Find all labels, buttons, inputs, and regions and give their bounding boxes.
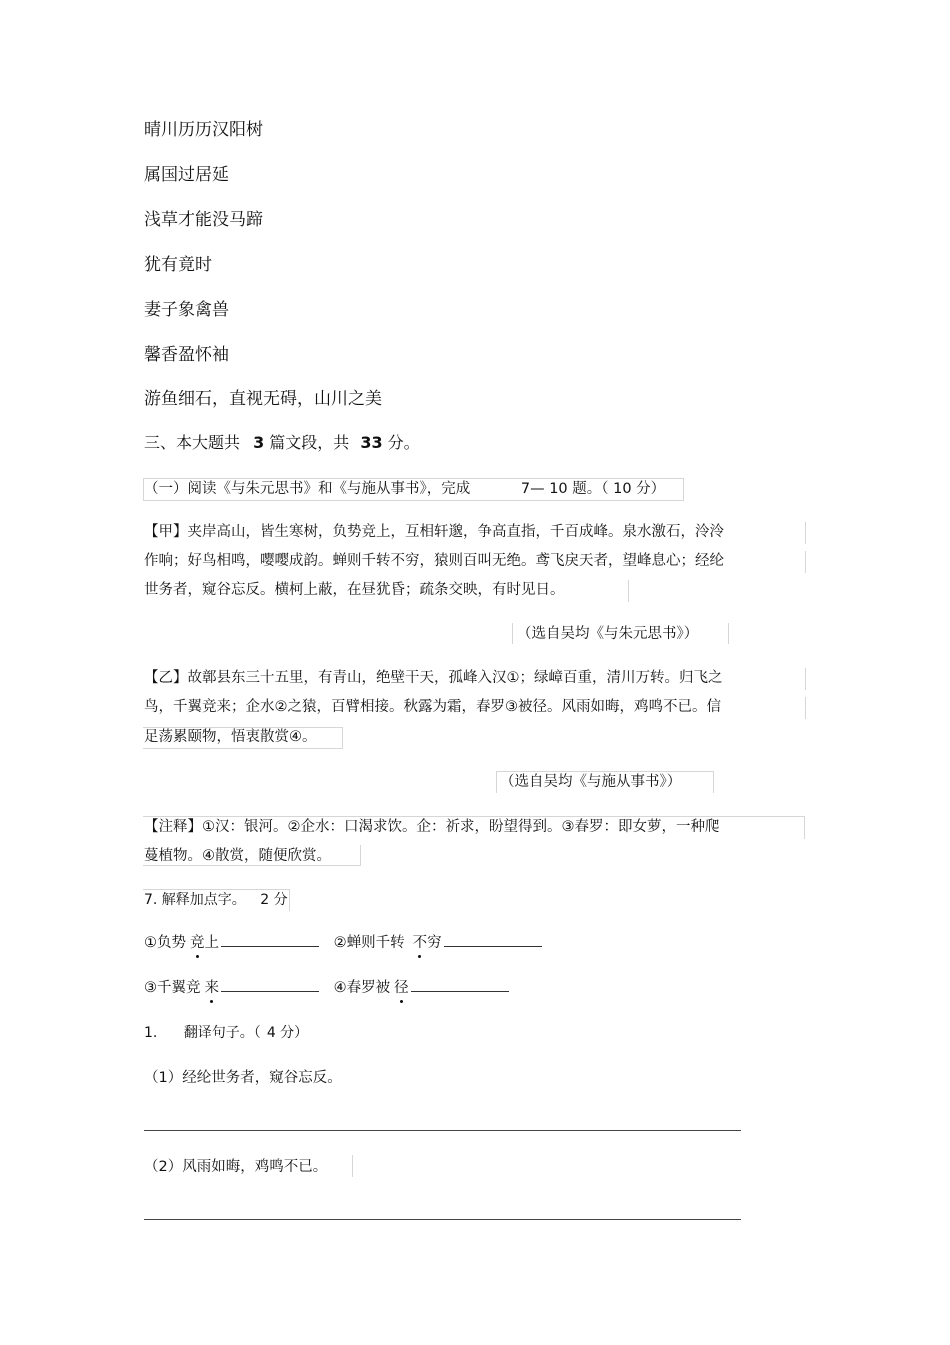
jia-frame-edge [805, 522, 806, 544]
q8-sentence-1: （1）经纶世务者，窥谷忘反。 [144, 1070, 342, 1086]
jia-frame-edge [805, 551, 806, 573]
answer-line-2: 属国过居延 [144, 165, 229, 185]
q8-number: 1. [144, 1025, 158, 1041]
answer-line-6: 馨香盈怀袖 [144, 345, 229, 365]
q8-answer-line-2[interactable] [144, 1219, 741, 1220]
q7-item-4-dotted-char: 径 [394, 980, 409, 996]
jia-line-2: 作响；好鸟相鸣，嘤嘤成韵。蝉则千转不穷，猿则百叫无绝。鸢飞戾天者，望峰息心；经纶 [144, 553, 724, 569]
q8-title [144, 1026, 308, 1040]
section-heading-mid: 篇文段，共 [269, 433, 350, 452]
q7-row-2 [144, 977, 513, 996]
q7-item-1-blank[interactable] [221, 932, 319, 947]
q7-item-2: ②蝉则千转 不穷 [333, 935, 442, 951]
jia-line-3: 世务者，窥谷忘反。横柯上蔽，在昼犹昏；疏条交映，有时见日。 [144, 582, 565, 598]
answer-line-7: 游鱼细石，直视无碍，山川之美 [144, 389, 382, 409]
q7-item-4-blank[interactable] [411, 977, 509, 992]
answer-line-4: 犹有竟时 [144, 255, 212, 275]
q7-title [144, 893, 288, 907]
answer-line-5: 妻子象禽兽 [144, 300, 229, 320]
yi-line-2: 鸟，千翼竞来；企水②之猿，百臂相接。秋露为霜，春罗③被径。风雨如晦，鸡鸣不已。信 [144, 699, 721, 715]
part1-instruction [144, 482, 665, 497]
yi-line-1: 【乙】故鄣县东三十五里，有青山，绝壁干天，孤峰入汉①；绿嶂百重，清川万转。归飞之 [144, 670, 723, 686]
q8-sentence-2-frame-edge [352, 1155, 353, 1177]
section-passage-count: 3 [253, 433, 265, 452]
answer-line-3: 浅草才能没马蹄 [144, 210, 263, 230]
q7-score: 2 分 [260, 892, 288, 908]
part1-instruction-text: （一）阅读《与朱元思书》和《与施从事书》，完成 [144, 481, 471, 497]
notes-line-1: 【注释】①汉：银河。②企水：口渴求饮。企：祈求，盼望得到。③春罗：即女萝，一种爬 [144, 819, 720, 835]
q7-item-1: ①负势 竞上 [144, 935, 219, 951]
q7-item-3: ③千翼竞 来 [144, 980, 219, 996]
yi-line-3: 足荡累颐物，悟衷散赏④。 [144, 729, 317, 745]
q8-title-text: 翻译句子。（ [183, 1025, 261, 1041]
part1-question-range: 7— 10 题。（ 10 分） [520, 481, 666, 497]
yi-frame-edge [805, 668, 806, 690]
section-heading-post: 分。 [387, 433, 420, 452]
q7-item-2-dotted-char: 不 [412, 935, 428, 951]
section-heading-pre: 三、本大题共 [144, 433, 241, 452]
yi-source: （选自吴均《与施从事书》） [500, 774, 682, 790]
jia-frame-edge [628, 580, 629, 602]
q7-item-3-blank[interactable] [221, 977, 319, 992]
q8-sentence-2: （2）风雨如晦，鸡鸣不已。 [144, 1159, 328, 1175]
q8-score: 4 分） [266, 1025, 309, 1041]
q7-row-1 [144, 932, 546, 951]
q7-item-2-blank[interactable] [444, 932, 542, 947]
notes-line-2: 蔓植物。④散赏，随便欣赏。 [144, 848, 331, 864]
jia-source: （选自吴均《与朱元思书》） [517, 626, 699, 642]
q8-answer-line-1[interactable] [144, 1130, 741, 1131]
jia-line-1: 【甲】夹岸高山，皆生寒树，负势竞上，互相轩邈，争高直指，千百成峰。泉水激石，泠泠 [144, 524, 724, 540]
section-heading [144, 435, 420, 451]
yi-frame-edge [805, 697, 806, 719]
q7-title-text: 7. 解释加点字。 [144, 892, 246, 908]
q7-item-1-dotted-char: 竞 [190, 935, 205, 951]
section-score-total: 33 [360, 433, 383, 452]
q7-item-3-dotted-char: 来 [204, 980, 219, 996]
answer-line-1: 晴川历历汉阳树 [144, 120, 263, 140]
q7-item-4: ④春罗被 径 [333, 980, 409, 996]
